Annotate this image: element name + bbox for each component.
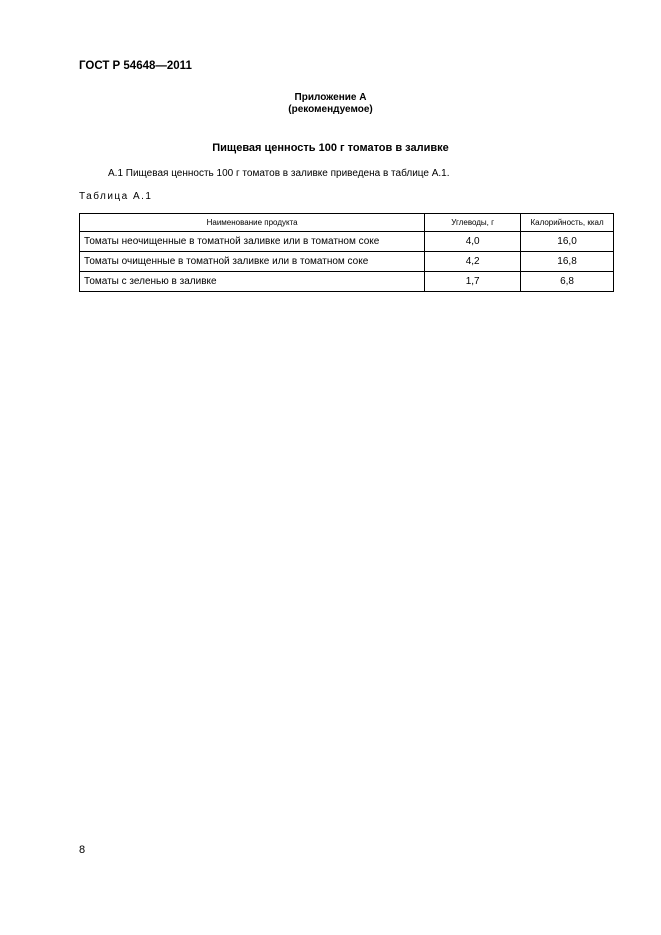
page-number: 8: [79, 844, 86, 856]
standard-header: ГОСТ Р 54648—2011: [79, 60, 192, 72]
table-label: Таблица А.1: [79, 191, 153, 202]
table-row: [80, 272, 614, 292]
calories: 16,8: [521, 252, 614, 272]
nutrition-table: [79, 213, 614, 292]
product-name: Томаты неочищенные в томатной заливке или в томатном соке: [80, 232, 425, 252]
calories: 16,0: [521, 232, 614, 252]
product-name: Томаты очищенные в томатной заливке или в томатном соке: [80, 252, 425, 272]
section-title: Пищевая ценность 100 г томатов в заливке: [212, 142, 449, 154]
calories: 6,8: [521, 272, 614, 292]
column-header: Углеводы, г: [425, 214, 521, 232]
table-row: [80, 232, 614, 252]
table-header-row: [80, 214, 614, 232]
table-row: [80, 252, 614, 272]
carbohydrates: 1,7: [425, 272, 521, 292]
carbohydrates: 4,2: [425, 252, 521, 272]
paragraph: А.1 Пищевая ценность 100 г томатов в заливке приведена в таблице А.1.: [108, 168, 450, 179]
carbohydrates: 4,0: [425, 232, 521, 252]
appendix-title: Приложение А: [294, 92, 367, 103]
appendix-subtitle: (рекомендуемое): [288, 104, 373, 115]
product-name: Томаты с зеленью в заливке: [80, 272, 425, 292]
appendix-heading: [0, 92, 661, 116]
column-header: Наименование продукта: [80, 214, 425, 232]
column-header: Калорийность, ккал: [521, 214, 614, 232]
